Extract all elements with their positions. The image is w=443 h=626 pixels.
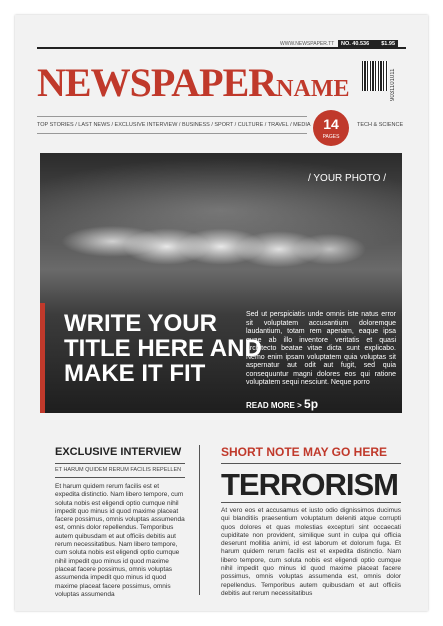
masthead-newspaper: NEWSPAPER [37, 60, 277, 105]
read-more-page: 5p [304, 397, 319, 411]
price: $1.95 [381, 41, 395, 47]
issue-number: NO. 40.536 [341, 41, 370, 47]
masthead-title [37, 59, 350, 106]
terrorism-title: TERRORISM [221, 467, 398, 502]
tech-science-label: TECH & SCIENCE [357, 122, 404, 128]
barcode-number: 9031101011 [390, 68, 396, 102]
nav-rule-bottom [37, 133, 307, 134]
issue-bar [338, 40, 398, 48]
read-more-label: READ MORE > [246, 401, 302, 410]
terrorism-body: At vero eos et accusamus et iusto odio dignissimos ducimus qui blanditiis praesentium voluptatum deleniti atque corrupti quos dolores et quas molestias excepturi sint occaecati cupiditate non provident, similique sunt in culpa qui officia deserunt mollitia animi, id est laborum et dolorum fuga. Et harum quidem rerum facilis est et expedita distinctio. Nam libero tempore, cum soluta nobis est eligendi optio cumque nihil impedit quo minus id quod maxime placeat facere possimus, omnis voluptas assumenda est, omnis dolor repellendus. Temporibus autem quibusdam et aut officiis debitis aut rerum necessitatibus [221, 507, 401, 597]
nav-rule-top [37, 116, 307, 117]
photo-placeholder-label: / YOUR PHOTO / [308, 173, 386, 184]
site-url: WWW.NEWSPAPER.TT [280, 41, 335, 47]
exclusive-rule-bottom [55, 477, 185, 478]
feature-title: WRITE YOUR TITLE HERE AND MAKE IT FIT [64, 310, 262, 387]
short-note-rule [221, 463, 401, 464]
newspaper-page [15, 15, 428, 611]
accent-bar [40, 303, 45, 413]
exclusive-heading: EXCLUSIVE INTERVIEW [55, 446, 182, 458]
barcode-icon [362, 61, 388, 91]
feature-lead-text: Sed ut perspiciatis unde omnis iste natus error sit voluptatem accusantium doloremque laudantium, totam rem aperiam, eaque ipsa quae ab illo inventore veritatis et quasi architecto beatae vitae dicta sunt explicabo. Nemo enim ipsam voluptatem quia voluptas sit aspernatur aut odit aut fugit, sed quia consequuntur magni dolores eos qui ratione voluptatem sequi nesciunt. Neque porro [246, 311, 396, 386]
short-note-heading: SHORT NOTE MAY GO HERE [221, 445, 388, 459]
terrorism-rule [221, 502, 401, 503]
feature-photo [40, 153, 402, 413]
masthead-name: NAME [276, 76, 350, 102]
pages-count: 14 [323, 116, 339, 132]
exclusive-body: Et harum quidem rerum facilis est et expedita distinctio. Nam libero tempore, cum soluta nobis est eligendi optio cumque nihil impedit quo minus id quod maxime placeat facere possimus, omnis voluptas assumenda est, omnis dolor repellendus. Temporibus autem quibusdam et aut officiis debitis aut rerum necessitatibus. Nam libero tempore, cum soluta nobis est eligendi optio cumque nihil impedit quo minus id quod maxime placeat facere possimus, omnis voluptas assumenda impedit quo minus id quod maxime placeat facere possimus, omnis voluptas assumenda [55, 483, 185, 598]
column-divider [199, 445, 200, 595]
read-more [246, 397, 318, 411]
exclusive-rule-top [55, 463, 185, 464]
section-nav: TOP STORIES / LAST NEWS / EXCLUSIVE INTERVIEW / BUSINESS / SPORT / CULTURE / TRAVEL / MEDIA [37, 122, 311, 128]
pages-label: PAGES [322, 134, 340, 140]
exclusive-subheading: ET HARUM QUIDEM RERUM FACILIS REPELLEN [55, 467, 182, 473]
pages-badge [313, 110, 349, 146]
